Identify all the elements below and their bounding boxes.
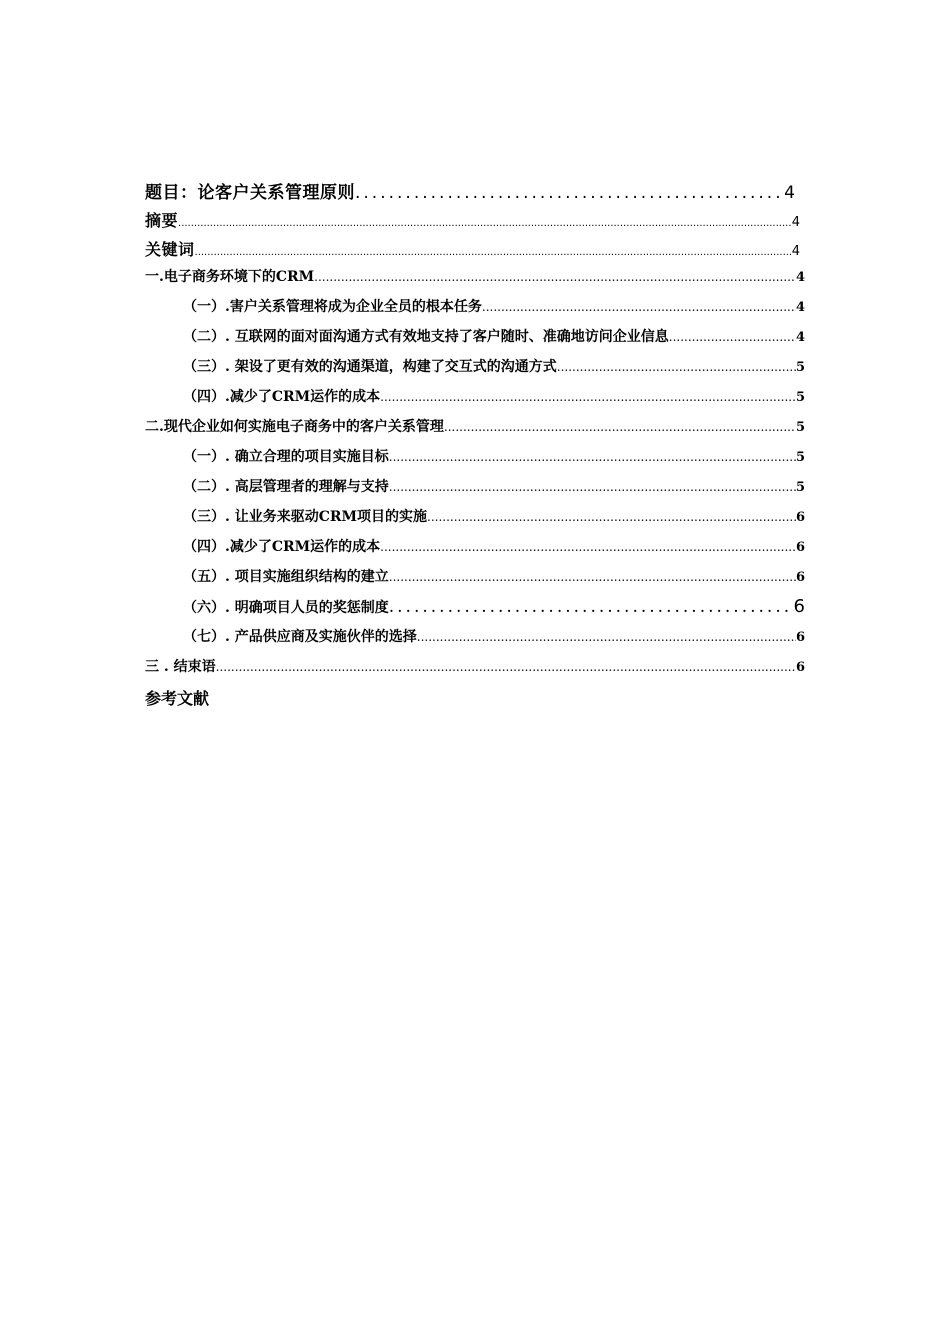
toc-entry-section-2-4[interactable]: [145, 536, 805, 566]
dot-leader: [417, 630, 796, 644]
toc-entry-text: 题目：论客户关系管理原则: [145, 183, 355, 203]
toc-entry-section-1-3[interactable]: [145, 356, 805, 386]
toc-entry-text: （五）. 项目实施组织结构的建立: [183, 569, 389, 585]
toc-entry-section-2-6[interactable]: [145, 596, 805, 626]
dot-leader: [216, 660, 796, 674]
toc-entry-text: （一）.害户关系管理将成为企业全员的根本任务: [183, 299, 482, 315]
toc-entry-text: （六）. 明确项目人员的奖惩制度: [183, 600, 389, 616]
toc-page-number: 5: [795, 480, 805, 495]
toc-entry-section-2-5[interactable]: [145, 566, 805, 596]
toc-entry-text: （一）. 确立合理的项目实施目标: [183, 449, 389, 465]
dot-leader: [389, 480, 796, 494]
toc-entry-text: （二）. 互联网的面对面沟通方式有效地支持了客户随时、准确地访问企业信息: [183, 329, 669, 345]
toc-page-number: 6: [795, 570, 805, 585]
toc-page-number: 5: [795, 450, 805, 465]
toc-entry-section-1-1[interactable]: [145, 296, 805, 326]
dot-leader: [389, 597, 794, 617]
dot-leader: [195, 247, 792, 258]
toc-entry-references[interactable]: [145, 686, 805, 716]
toc-entry-section-2-3[interactable]: [145, 506, 805, 536]
toc-entry-section-1-4[interactable]: [145, 386, 805, 416]
toc-entry-section-1[interactable]: [145, 266, 805, 296]
toc-entry-text: 参考文献: [145, 689, 210, 708]
toc-page-number: 6: [793, 596, 805, 617]
dot-leader: [380, 390, 796, 404]
toc-entry-section-3[interactable]: [145, 656, 805, 686]
toc-entry-text: （三）. 让业务来驱动CRM项目的实施: [183, 509, 428, 525]
table-of-contents: [145, 178, 805, 716]
dot-leader: [482, 300, 796, 314]
toc-entry-section-2-7[interactable]: [145, 626, 805, 656]
toc-page-number: 6: [795, 510, 805, 525]
toc-page-number: 4: [791, 244, 800, 259]
toc-page-number: 4: [795, 330, 805, 345]
toc-entry-text: 三 . 结束语: [145, 659, 216, 675]
dot-leader: [389, 450, 796, 464]
toc-page-number: 6: [795, 630, 805, 645]
toc-entry-title[interactable]: [145, 178, 805, 208]
toc-entry-abstract[interactable]: [145, 208, 805, 237]
toc-entry-text: 一.电子商务环境下的CRM: [145, 269, 315, 285]
dot-leader: [178, 218, 792, 229]
toc-page-number: 5: [795, 360, 805, 375]
toc-entry-text: （四）.减少了CRM运作的成本: [183, 389, 381, 405]
toc-entry-text: （三）. 架设了更有效的沟通渠道，构建了交互式的沟通方式: [183, 359, 557, 375]
toc-page-number: 5: [795, 390, 805, 405]
toc-entry-section-2-1[interactable]: [145, 446, 805, 476]
toc-entry-keywords[interactable]: [145, 237, 805, 266]
toc-entry-text: 二.现代企业如何实施电子商务中的客户关系管理: [145, 419, 444, 435]
toc-entry-section-2[interactable]: [145, 416, 805, 446]
dot-leader: [314, 270, 796, 284]
toc-page-number: 4: [795, 300, 805, 315]
toc-entry-section-2-2[interactable]: [145, 476, 805, 506]
toc-entry-text: （四）.减少了CRM运作的成本: [183, 539, 381, 555]
toc-entry-text: 关键词: [145, 240, 195, 259]
dot-leader: [669, 330, 796, 344]
dot-leader: [444, 420, 796, 434]
dot-leader: [389, 570, 796, 584]
dot-leader: [557, 360, 796, 374]
toc-page-number: 6: [795, 660, 805, 675]
dot-leader: [427, 510, 796, 524]
toc-page-number: 4: [795, 270, 805, 285]
toc-page-number: 4: [784, 183, 795, 203]
toc-entry-section-1-2[interactable]: [145, 326, 805, 356]
toc-page-number: 6: [795, 540, 805, 555]
toc-page-number: 4: [791, 215, 800, 230]
toc-entry-text: （二）. 高层管理者的理解与支持: [183, 479, 389, 495]
toc-page-number: 5: [795, 420, 805, 435]
toc-entry-text: （七）. 产品供应商及实施伙伴的选择: [183, 629, 417, 645]
toc-entry-text: 摘要: [145, 211, 179, 230]
dot-leader: [380, 540, 796, 554]
dot-leader: [355, 183, 784, 203]
